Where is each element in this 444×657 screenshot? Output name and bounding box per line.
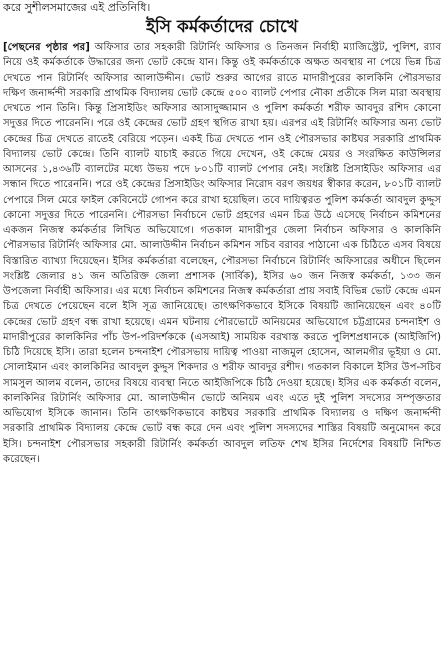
article-headline: ইসি কর্মকর্তাদের চোখে: [146, 17, 298, 37]
previous-article-tail: করে সুশীলসমাজের এই প্রতিনিধি।: [3, 1, 151, 14]
article-body: [3, 40, 441, 652]
continuation-label: [পেছনের পৃষ্ঠার পর]: [3, 42, 90, 53]
article-text: অফিসার তার সহকারী রিটার্নিং অফিসার ও তিনজন নির্বাহী ম্যাজিস্ট্রেট, পুলিশ, র‌্যাব নিয়ে ওই কর্মকর্তাকে উদ্ধারের জন্য ভোট কেন্দ্রে যান। কিন্তু ওই কর্মকর্তাকে অক্ষত অবস্থায় না পেয়ে ভিন্ন চিত্র দেখতে পান রিটার্নিং অফিসার আলাউদ্দীন। ভোট শুরুর আগের রাতে মাদারীপুরের কালকিনি পৌরসভার দক্ষিণ জনার্দ্দন্দী সরকারি প্রাথমিক বিদ্যালয় ভোট কেন্দ্রে ৫০০ ব্যালট পেপার নৌকা প্রতীকে সিল মারা অবস্থায় দেখতে পান তিনি। কিন্তু প্রিসাইডিং অফিসার আসাদুজ্জামান ও পুলিশ কর্মকর্তা শরীফ আবদুর রশিদ কোনো সদুত্তর দিতে পারেননি। পরে ওই কেন্দ্রের ভোট গ্রহণ স্থগিত রাখা হয়। এরপর এই রিটার্নিং অফিসার অন্য ভোট কেন্দ্রের চিত্র দেখতে রাতেই বেরিয়ে পড়েন। একই চিত্র দেখতে পান ওই পৌরসভার কাষ্টঘর সরকারি প্রাথমিক বিদ্যালয় ভোট কেন্দ্রে। তিনি ব্যালট যাচাই করতে গিয়ে দেখেন, ওই কেন্দ্রে মেয়র ও সংরক্ষিত কাউন্সিলর আসনের ১,৪৩৬টি ব্যালটের মধ্যে উভয় পদে ৮০১টি ব্যালট পেপার নেই। সংশ্লিষ্ট প্রিসাইডিং অফিসার এর সন্ধান দিতে পারেননি। পরে ওই কেন্দ্রের প্রিসাইডিং অফিসার নিরোদ বরণ জয়ধর স্বীকার করেন, ৮০১টি ব্যালট পেপারে সিল মেরে ফাইল কেবিনেটে গোপন করে রাখা হয়েছিল। তবে দায়িত্বরত পুলিশ কর্মকর্তা আবদুল কুদ্দুস কোনো সদুত্তর দিতে পারেননি। পৌরসভা নির্বাচনে ভোট গ্রহণের এমন চিত্র উঠে এসেছে নির্বাচন কমিশনের একজন নিজস্ব কর্মকর্তার লিখিত অভিযোগে। গতকাল মাদারীপুর জেলা নির্বাচন অফিসার ও কালকিনি পৌরসভার রিটার্নিং অফিসার মো. আলাউদ্দীন নির্বাচন কমিশন সচিব বরাবর পাঠানো এক চিঠিতে এসব বিষয়ে বিস্তারিত ব্যাখ্যা দিয়েছেন। ইসির কর্মকর্তারা বলেছেন, পৌরসভা নির্বাচনে রিটার্নিং অফিসারের অধীনে ছিলেন সংশ্লিষ্ট জেলার ৪১ জন অতিরিক্ত জেলা প্রশাসক (সার্বিক), ইসির ৬০ জন নিজস্ব কর্মকর্তা, ১৩৩ জন উপজেলা নির্বাহী অফিসার। এর মধ্যে নির্বাচন কমিশনের নিজস্ব কর্মকর্তারা প্রায় সবাই বিভিন্ন ভোট কেন্দ্রে এমন চিত্র দেখতে পেয়েছেন বলে ইসি সূত্র জানিয়েছে। তাৎক্ষণিকভাবে ইসিকে বিষয়টি জানিয়েছেন এবং ৪০টি কেন্দ্রের ভোট গ্রহণ বন্ধ রাখা হয়েছে। এমন ঘটনায় পৌরভোটে অনিয়মের অভিযোগে চট্টগ্রামের চন্দনাইশ ও মাদারীপুরের কালকিনির পাঁচ উপ-পরিদর্শককে (এসআই) সাময়িক বরখাস্ত করতে পুলিশপ্রধানকে (আইজিপি) চিঠি দিয়েছে ইসি। তারা হলেন চন্দনাইশ পৌরসভায় দায়িত্ব পাওয়া নাজমুল হোসেন, আলমগীর ভূইয়া ও মো. সোলাইমান এবং কালকিনির আবদুল কুদ্দুস শিকদার ও শরীফ আবদুর রশীদ। গতকাল বিকালে ইসির উপ-সচিব সামসুল আলম বলেন, তাদের বিষয়ে ব্যবস্থা নিতে আইজিপিকে চিঠি দেওয়া হয়েছে। ইসির এক কর্মকর্তা বলেন, কালকিনির রিটার্নিং অফিসার মো. আলাউদ্দীন ভোটে অনিয়ম এবং এতে দুই পুলিশ সদস্যের সম্পৃক্ততার অভিযোগ ইসিকে জানান। তিনি তাৎক্ষণিকভাবে কাষ্টঘর সরকারি প্রাথমিক বিদ্যালয় ও দক্ষিণ জনার্দ্দন্দী সরকারি প্রাথমিক বিদ্যালয় কেন্দ্রে ভোট বন্ধ করে দেন এবং পুলিশ সদস্যদের শাস্তির বিষয়টি অনুমোদন করে ইসি। চন্দনাইশ পৌরসভার সহকারী রিটার্নিং কর্মকর্তা আবদুল লতিফ শেখ ইসির নির্দেশের বিষয়টি নিশ্চিত করেছেন।: [3, 42, 441, 465]
